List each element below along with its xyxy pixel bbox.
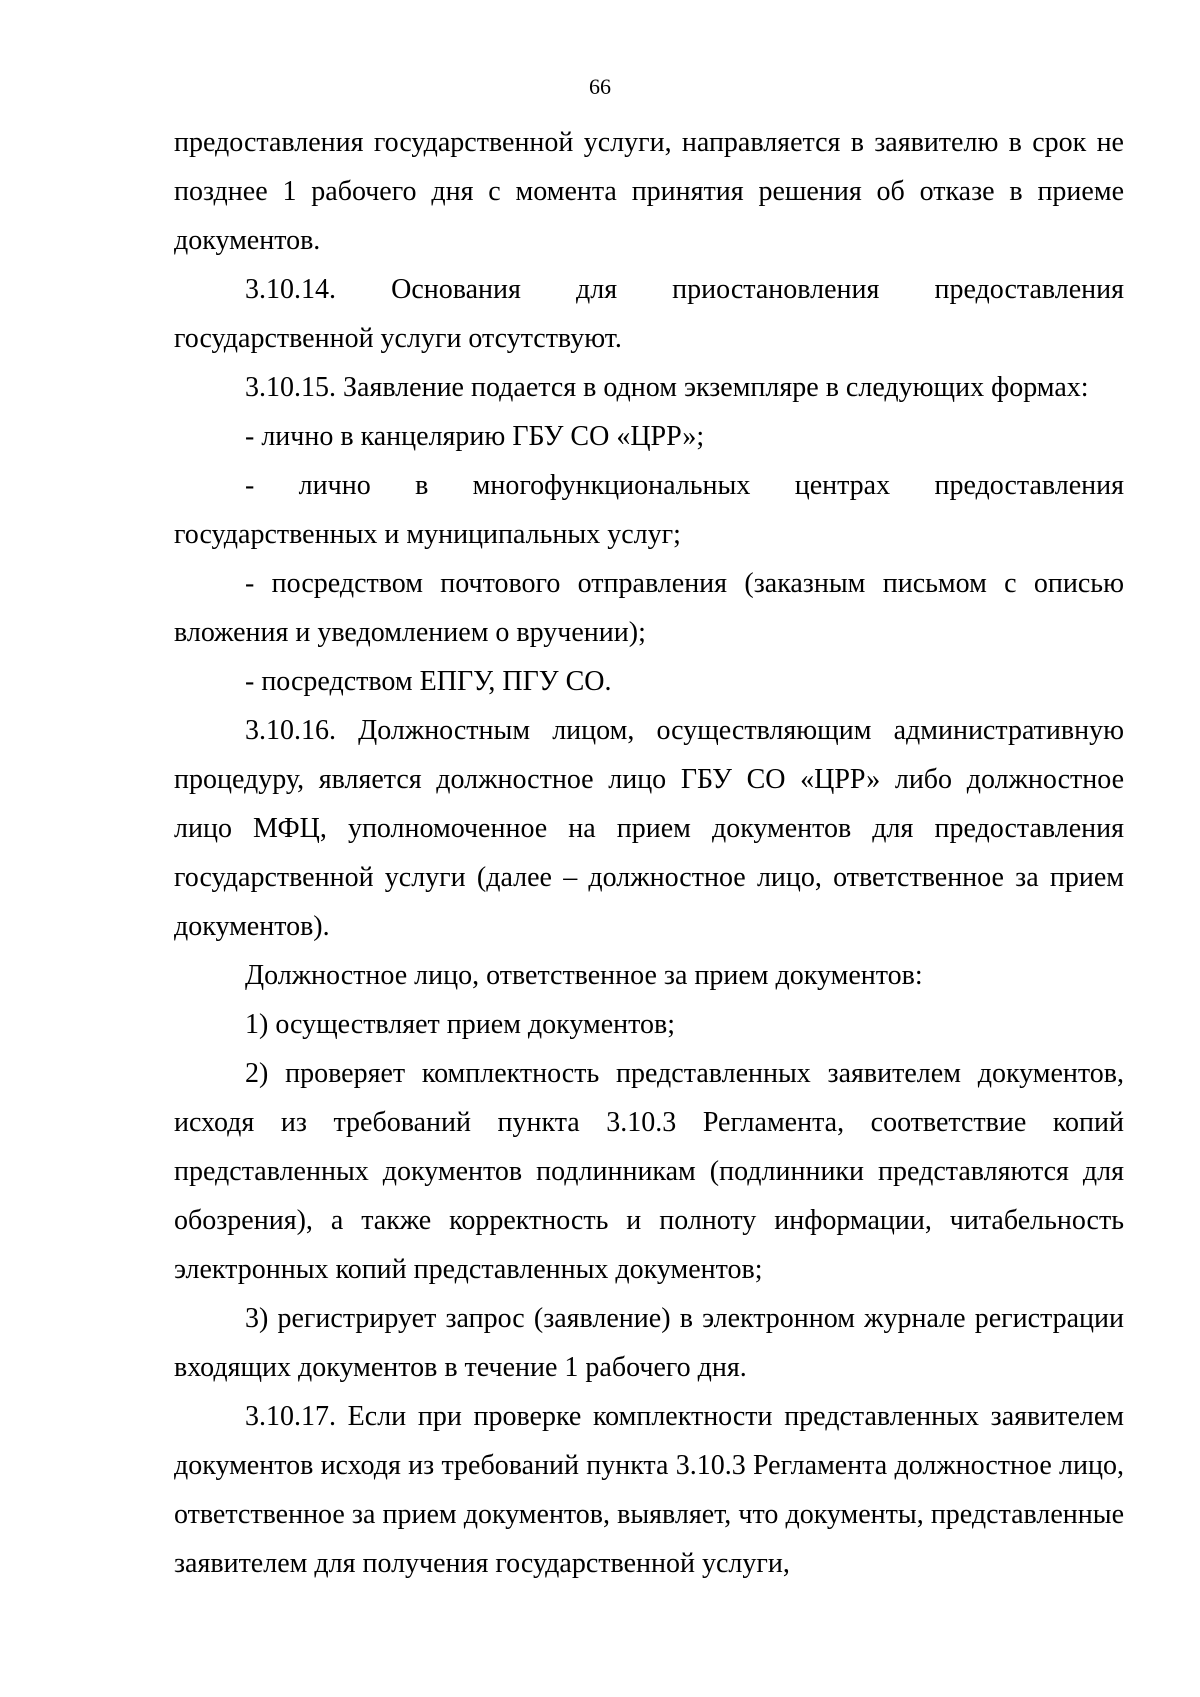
paragraph-continuation: предоставления государственной услуги, направляется в заявителю в срок не позднее 1 рабочего дня с момента принятия решения об отказе в приеме документов.: [174, 127, 1124, 256]
list-item-epgu: - посредством ЕПГУ, ПГУ СО.: [245, 666, 612, 697]
paragraph-3-10-14: 3.10.14. Основания для приостановления предоставления государственной услуги отсутствуют.: [174, 274, 1124, 354]
paragraph-3-10-16: 3.10.16. Должностным лицом, осуществляющим административную процедуру, является должностное лицо ГБУ СО «ЦРР» либо должностное лицо МФЦ, уполномоченное на прием документов для предоставления государственной услуги (далее – должностное лицо, ответственное за прием документов).: [174, 715, 1124, 942]
page-number: 66: [589, 74, 611, 99]
paragraph-3-10-17: 3.10.17. Если при проверке комплектности представленных заявителем документов исходя из требований пункта 3.10.3 Регламента должностное лицо, ответственное за прием документов, выявляет, что документы, представленные заявителем для получения государственной услуги,: [174, 1401, 1124, 1579]
duty-item-1: 1) осуществляет прием документов;: [245, 1009, 675, 1040]
paragraph-3-10-15: 3.10.15. Заявление подается в одном экземпляре в следующих формах:: [245, 372, 1089, 403]
duty-item-3: 3) регистрирует запрос (заявление) в электронном журнале регистрации входящих документов в течение 1 рабочего дня.: [174, 1303, 1124, 1383]
list-item-mfc: - лично в многофункциональных центрах предоставления государственных и муниципальных услуг;: [174, 470, 1124, 550]
list-item-mail: - посредством почтового отправления (заказным письмом с описью вложения и уведомлением о вручении);: [174, 568, 1124, 648]
paragraph-official-duties: Должностное лицо, ответственное за прием документов:: [245, 960, 923, 991]
duty-item-2: 2) проверяет комплектность представленных заявителем документов, исходя из требований пункта 3.10.3 Регламента, соответствие копий представленных документов подлинникам (подлинники представляются для обозрения), а также корректность и полноту информации, читабельность электронных копий представленных документов;: [174, 1058, 1124, 1285]
document-body: [174, 118, 1124, 1588]
list-item-chancellery: - лично в канцелярию ГБУ СО «ЦРР»;: [245, 421, 705, 452]
